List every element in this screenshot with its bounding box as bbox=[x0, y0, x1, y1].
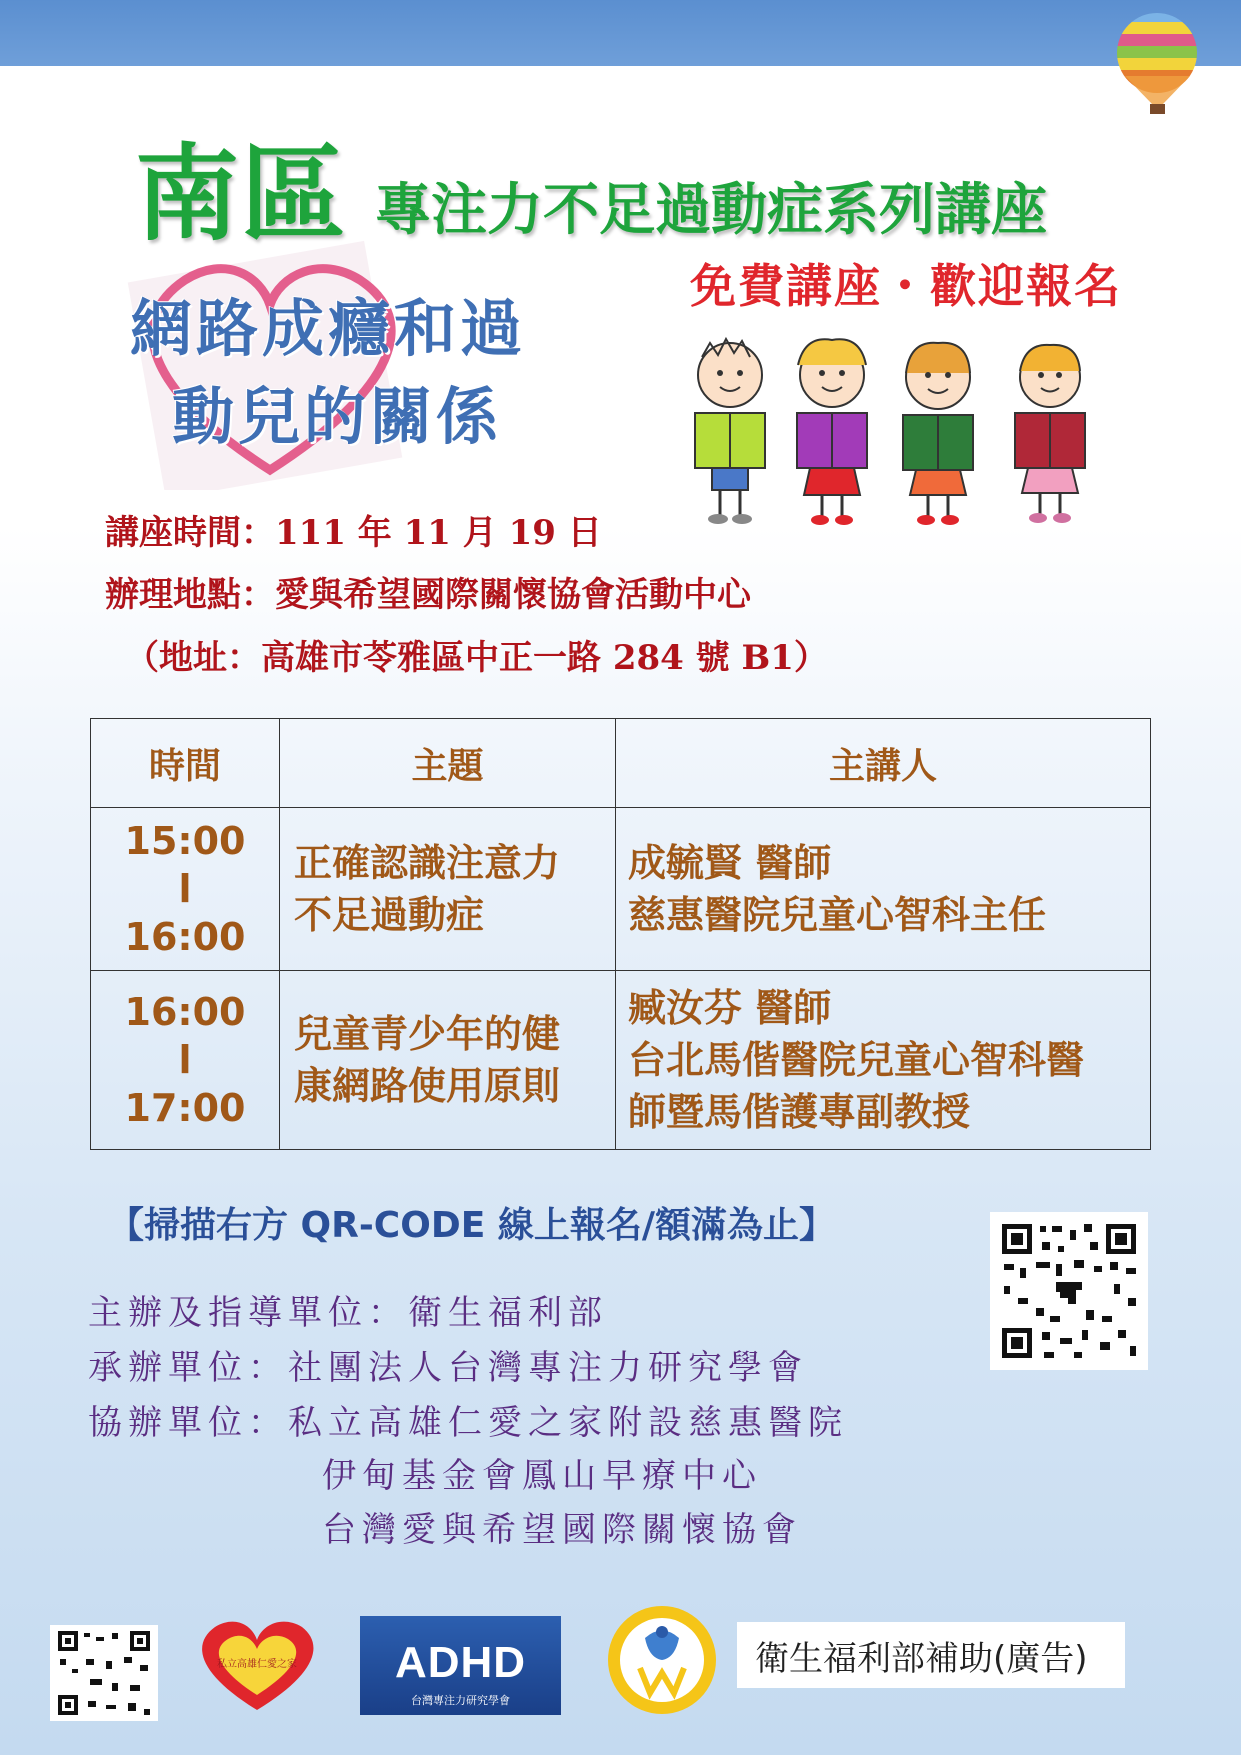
time-cell bbox=[91, 808, 280, 971]
time-end: 16:00 bbox=[124, 915, 246, 959]
speaker-name: 成毓賢 醫師 bbox=[628, 841, 832, 885]
topic-cell bbox=[280, 971, 616, 1150]
topic-line-1: 網路成癮和過 bbox=[130, 292, 527, 365]
topic-line: 兒童青少年的健 bbox=[294, 1012, 561, 1056]
time-start: 15:00 bbox=[124, 819, 246, 863]
lecture-date: 講座時間：111 年 11 月 19 日 bbox=[105, 513, 602, 553]
time-end: 17:00 bbox=[124, 1086, 246, 1130]
table-row bbox=[91, 971, 1151, 1150]
adhd-association-logo bbox=[360, 1616, 561, 1715]
time-start: 16:00 bbox=[124, 990, 246, 1034]
header-topic: 主題 bbox=[280, 719, 616, 808]
lecture-topic-title bbox=[130, 285, 526, 461]
subsidy-notice: 衛生福利部補助(廣告) bbox=[737, 1622, 1125, 1688]
lecture-venue: 辦理地點：愛與希望國際關懷協會活動中心 bbox=[105, 575, 751, 615]
co-organizer-1: 協辦單位：私立高雄仁愛之家附設慈惠醫院 bbox=[88, 1403, 848, 1443]
topic-line: 正確認識注意力 bbox=[294, 841, 561, 885]
time-cell bbox=[91, 971, 280, 1150]
mohw-seal-logo bbox=[605, 1598, 720, 1723]
small-qr-code[interactable] bbox=[50, 1625, 158, 1721]
time-separator: l bbox=[178, 867, 192, 911]
header-speaker: 主講人 bbox=[616, 719, 1151, 808]
co-organizer-2: 伊甸基金會鳳山早療中心 bbox=[322, 1456, 762, 1496]
hot-air-balloon-icon bbox=[1105, 8, 1210, 118]
schedule-table bbox=[90, 718, 1151, 1150]
venue-address: （地址：高雄市苓雅區中正一路 284 號 B1） bbox=[125, 638, 828, 678]
region-title: 南區 bbox=[135, 133, 348, 255]
top-sky-band bbox=[0, 0, 1241, 66]
kaohsiung-home-heart-logo bbox=[190, 1615, 325, 1715]
host-organization: 主辦及指導單位：衛生福利部 bbox=[88, 1293, 608, 1333]
speaker-cell bbox=[616, 808, 1151, 971]
adhd-logo-text: ADHD bbox=[394, 1638, 527, 1687]
heart-logo-text: 私立高雄仁愛之家 bbox=[217, 1659, 297, 1670]
speaker-name: 臧汝芬 醫師 bbox=[628, 986, 832, 1030]
header-time: 時間 bbox=[91, 719, 280, 808]
topic-line: 不足過動症 bbox=[294, 893, 485, 937]
speaker-title: 慈惠醫院兒童心智科主任 bbox=[628, 893, 1047, 937]
co-organizer-3: 台灣愛與希望國際關懷協會 bbox=[322, 1510, 802, 1550]
topic-line: 康網路使用原則 bbox=[294, 1064, 561, 1108]
table-row bbox=[91, 808, 1151, 971]
adhd-logo-subtext: 台灣專注力研究學會 bbox=[411, 1694, 510, 1707]
topic-line-2: 動兒的關係 bbox=[172, 380, 503, 453]
time-separator: l bbox=[178, 1038, 192, 1082]
speaker-cell bbox=[616, 971, 1151, 1150]
free-lecture-tag: 免費講座・歡迎報名 bbox=[690, 259, 1122, 313]
organizer: 承辦單位：社團法人台灣專注力研究學會 bbox=[88, 1348, 808, 1388]
table-header-row bbox=[91, 719, 1151, 808]
speaker-title: 師暨馬偕護專副教授 bbox=[628, 1090, 971, 1134]
registration-qr-code[interactable] bbox=[990, 1212, 1148, 1370]
series-name: 專注力不足過動症系列講座 bbox=[375, 178, 1048, 243]
topic-cell bbox=[280, 808, 616, 971]
registration-note: 【掃描右方 QR-CODE 線上報名/額滿為止】 bbox=[108, 1205, 835, 1246]
children-reading-illustration bbox=[680, 335, 1110, 530]
speaker-title: 台北馬偕醫院兒童心智科醫 bbox=[628, 1038, 1085, 1082]
